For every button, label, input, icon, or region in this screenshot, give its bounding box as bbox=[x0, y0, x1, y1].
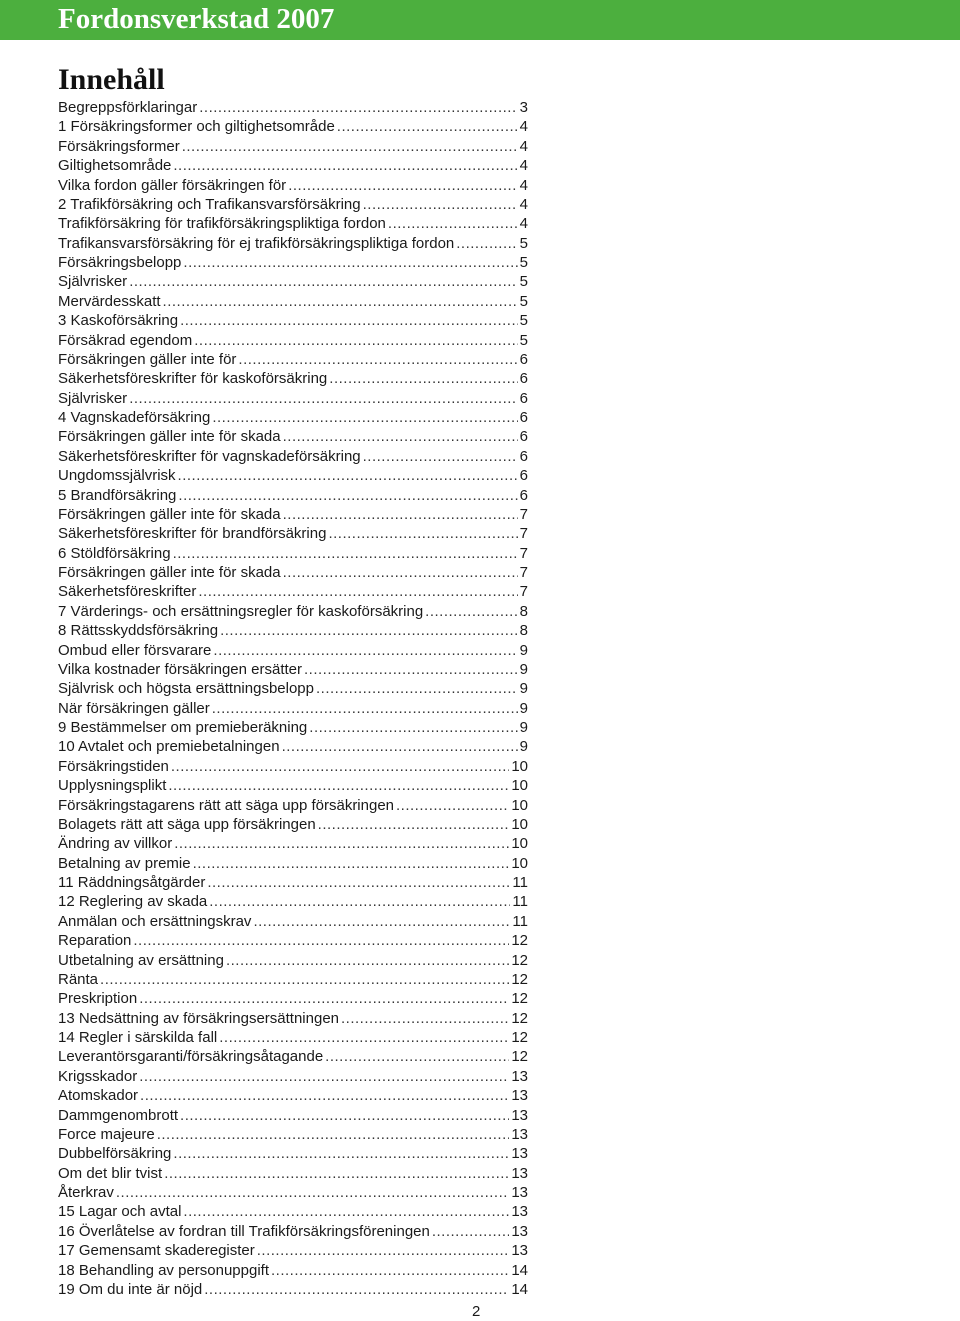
toc-dot-leader bbox=[180, 311, 518, 330]
toc-entry-page: 6 bbox=[519, 350, 528, 368]
toc-entry-page: 5 bbox=[519, 292, 528, 310]
toc-entry-page: 14 bbox=[511, 1280, 528, 1298]
toc-entry-title: 3 Kaskoförsäkring bbox=[58, 312, 179, 330]
toc-entry[interactable] bbox=[58, 776, 528, 795]
toc-entry[interactable] bbox=[58, 970, 528, 989]
toc-entry-title: Självrisker bbox=[58, 273, 128, 291]
toc-entry[interactable] bbox=[58, 912, 528, 931]
toc-dot-leader bbox=[318, 815, 510, 834]
table-of-contents bbox=[58, 98, 528, 1299]
toc-entry-page: 13 bbox=[511, 1222, 528, 1240]
toc-entry[interactable] bbox=[58, 873, 528, 892]
toc-entry-title: Ombud eller försvarare bbox=[58, 641, 212, 659]
toc-entry[interactable] bbox=[58, 834, 528, 853]
toc-entry[interactable] bbox=[58, 641, 528, 660]
toc-entry-page: 10 bbox=[511, 757, 528, 775]
toc-dot-leader bbox=[209, 892, 510, 911]
toc-entry[interactable] bbox=[58, 679, 528, 698]
toc-entry-title: 2 Trafikförsäkring och Trafikansvarsförsäkring bbox=[58, 195, 361, 213]
toc-entry-title: Anmälan och ersättningskrav bbox=[58, 912, 252, 930]
toc-entry-title: Om det blir tvist bbox=[58, 1164, 163, 1182]
toc-dot-leader bbox=[178, 466, 518, 485]
toc-entry-title: Försäkringsformer bbox=[58, 137, 180, 155]
toc-entry-page: 12 bbox=[511, 970, 528, 988]
toc-entry[interactable] bbox=[58, 234, 528, 253]
toc-entry[interactable] bbox=[58, 137, 528, 156]
toc-entry[interactable] bbox=[58, 350, 528, 369]
toc-entry-title: Begreppsförklaringar bbox=[58, 99, 198, 116]
toc-entry[interactable] bbox=[58, 1144, 528, 1163]
toc-entry-page: 8 bbox=[519, 602, 528, 620]
toc-dot-leader bbox=[173, 544, 518, 563]
toc-entry-title: 17 Gemensamt skaderegister bbox=[58, 1242, 255, 1260]
toc-dot-leader bbox=[180, 1106, 509, 1125]
toc-dot-leader bbox=[140, 1086, 509, 1105]
toc-entry-title: Försäkringstagarens rätt att säga upp försäkringen bbox=[58, 796, 395, 814]
header-banner bbox=[0, 0, 960, 40]
toc-entry[interactable] bbox=[58, 176, 528, 195]
toc-dot-leader bbox=[171, 757, 509, 776]
toc-entry-title: Trafikförsäkring för trafikförsäkringspliktiga fordon bbox=[58, 215, 386, 233]
toc-entry-page: 4 bbox=[519, 176, 528, 194]
toc-dot-leader bbox=[212, 408, 517, 427]
toc-dot-leader bbox=[183, 1202, 509, 1221]
toc-entry-title: Säkerhetsföreskrifter för vagnskadeförsäkring bbox=[58, 447, 361, 465]
toc-dot-leader bbox=[329, 369, 517, 388]
toc-entry-title: Försäkringen gäller inte för bbox=[58, 350, 237, 368]
toc-dot-leader bbox=[199, 98, 517, 117]
toc-entry[interactable] bbox=[58, 447, 528, 466]
toc-entry[interactable] bbox=[58, 389, 528, 408]
toc-entry[interactable] bbox=[58, 602, 528, 621]
toc-entry-page: 12 bbox=[511, 1009, 528, 1027]
toc-entry-page: 13 bbox=[511, 1087, 528, 1105]
document-title: Fordonsverkstad 2007 bbox=[58, 3, 335, 35]
toc-dot-leader bbox=[220, 621, 518, 640]
toc-entry-title: 15 Lagar och avtal bbox=[58, 1203, 182, 1221]
toc-dot-leader bbox=[168, 776, 509, 795]
toc-entry[interactable] bbox=[58, 563, 528, 582]
toc-entry-title: Mervärdesskatt bbox=[58, 292, 161, 310]
toc-dot-leader bbox=[100, 970, 509, 989]
toc-entry-title: Bolagets rätt att säga upp försäkringen bbox=[58, 815, 316, 833]
toc-entry-title: Självrisker bbox=[58, 389, 128, 407]
toc-entry[interactable] bbox=[58, 466, 528, 485]
toc-entry-title: Force majeure bbox=[58, 1125, 155, 1143]
toc-entry-title: Självrisk och högsta ersättningsbelopp bbox=[58, 680, 314, 698]
toc-entry-title: Ändring av villkor bbox=[58, 835, 173, 853]
toc-dot-leader bbox=[425, 602, 517, 621]
toc-entry-title: Utbetalning av ersättning bbox=[58, 951, 224, 969]
toc-entry-page: 14 bbox=[511, 1261, 528, 1279]
toc-entry[interactable] bbox=[58, 1183, 528, 1202]
toc-entry-title: Atomskador bbox=[58, 1087, 139, 1105]
toc-entry[interactable] bbox=[58, 1280, 528, 1299]
toc-dot-leader bbox=[325, 1047, 509, 1066]
toc-entry[interactable] bbox=[58, 156, 528, 175]
toc-entry[interactable] bbox=[58, 931, 528, 950]
toc-entry-page: 5 bbox=[519, 254, 528, 271]
toc-entry-page: 13 bbox=[511, 1203, 528, 1221]
toc-dot-leader bbox=[163, 292, 518, 311]
page-heading: Innehåll bbox=[58, 63, 165, 96]
toc-dot-leader bbox=[129, 389, 517, 408]
toc-entry-title: 4 Vagnskadeförsäkring bbox=[58, 409, 211, 426]
toc-entry[interactable] bbox=[58, 989, 528, 1008]
toc-entry-title: Giltighetsområde bbox=[58, 157, 172, 175]
toc-entry[interactable] bbox=[58, 369, 528, 388]
toc-entry-page: 11 bbox=[512, 893, 528, 911]
toc-entry[interactable] bbox=[58, 272, 528, 291]
toc-entry-title: Försäkringen gäller inte för skada bbox=[58, 428, 281, 446]
toc-entry-page: 11 bbox=[512, 912, 528, 930]
toc-dot-leader bbox=[164, 1164, 509, 1183]
toc-entry-title: Säkerhetsföreskrifter för brandförsäkring bbox=[58, 525, 327, 543]
toc-entry[interactable] bbox=[58, 486, 528, 505]
toc-entry[interactable] bbox=[58, 292, 528, 311]
toc-entry[interactable] bbox=[58, 524, 528, 543]
toc-dot-leader bbox=[456, 234, 517, 253]
toc-entry-page: 9 bbox=[519, 719, 528, 736]
toc-entry-page: 13 bbox=[511, 1164, 528, 1182]
toc-entry-page: 13 bbox=[511, 1125, 528, 1143]
toc-dot-leader bbox=[288, 176, 517, 195]
toc-entry[interactable] bbox=[58, 718, 528, 737]
toc-entry[interactable] bbox=[58, 757, 528, 776]
toc-entry-page: 6 bbox=[519, 447, 528, 465]
toc-entry-title: 10 Avtalet och premiebetalningen bbox=[58, 738, 280, 756]
toc-entry-page: 3 bbox=[519, 99, 528, 116]
toc-entry-title: Försäkringsbelopp bbox=[58, 254, 182, 271]
toc-entry[interactable] bbox=[58, 117, 528, 136]
toc-dot-leader bbox=[174, 834, 509, 853]
toc-dot-leader bbox=[173, 156, 517, 175]
toc-dot-leader bbox=[129, 272, 517, 291]
toc-entry-page: 7 bbox=[519, 564, 528, 581]
toc-entry-title: 9 Bestämmelser om premieberäkning bbox=[58, 719, 308, 736]
toc-entry[interactable] bbox=[58, 505, 528, 524]
toc-entry-title: Preskription bbox=[58, 990, 138, 1008]
toc-entry-page: 5 bbox=[519, 312, 528, 330]
toc-entry-title: Försäkringen gäller inte för skada bbox=[58, 564, 281, 581]
toc-entry-title: 7 Värderings- och ersättningsregler för kaskoförsäkring bbox=[58, 602, 424, 620]
toc-entry-page: 12 bbox=[511, 990, 528, 1008]
toc-dot-leader bbox=[116, 1183, 509, 1202]
toc-entry-page: 6 bbox=[519, 409, 528, 426]
toc-dot-leader bbox=[219, 1028, 509, 1047]
toc-dot-leader bbox=[212, 699, 518, 718]
toc-entry[interactable] bbox=[58, 892, 528, 911]
toc-entry-page: 10 bbox=[511, 854, 528, 872]
toc-entry-page: 8 bbox=[519, 622, 528, 640]
toc-dot-leader bbox=[226, 951, 509, 970]
toc-entry-page: 4 bbox=[519, 157, 528, 175]
toc-dot-leader bbox=[304, 660, 518, 679]
toc-entry-title: Säkerhetsföreskrifter bbox=[58, 583, 197, 601]
toc-entry[interactable] bbox=[58, 1047, 528, 1066]
toc-entry[interactable] bbox=[58, 253, 528, 272]
toc-entry-page: 7 bbox=[519, 544, 528, 562]
toc-entry-title: Säkerhetsföreskrifter för kaskoförsäkring bbox=[58, 370, 328, 388]
toc-entry[interactable] bbox=[58, 1009, 528, 1028]
toc-entry[interactable] bbox=[58, 214, 528, 233]
toc-entry-title: Vilka kostnader försäkringen ersätter bbox=[58, 660, 303, 678]
toc-dot-leader bbox=[282, 737, 518, 756]
toc-entry-title: Försäkrad egendom bbox=[58, 331, 193, 349]
toc-entry-page: 11 bbox=[512, 874, 528, 891]
toc-entry-page: 5 bbox=[519, 273, 528, 291]
toc-dot-leader bbox=[363, 447, 518, 466]
toc-entry-title: 19 Om du inte är nöjd bbox=[58, 1280, 203, 1298]
toc-entry-title: Ungdomssjälvrisk bbox=[58, 467, 176, 485]
toc-dot-leader bbox=[157, 1125, 510, 1144]
toc-entry-page: 13 bbox=[511, 1067, 528, 1085]
toc-entry-title: 16 Överlåtelse av fordran till Trafikförsäkringsföreningen bbox=[58, 1222, 430, 1240]
toc-entry[interactable] bbox=[58, 815, 528, 834]
toc-entry-page: 10 bbox=[511, 796, 528, 814]
toc-dot-leader bbox=[257, 1241, 510, 1260]
toc-entry-title: 18 Behandling av personuppgift bbox=[58, 1261, 269, 1279]
toc-dot-leader bbox=[178, 486, 517, 505]
toc-entry-page: 10 bbox=[511, 815, 528, 833]
toc-entry[interactable] bbox=[58, 1241, 528, 1260]
toc-entry[interactable] bbox=[58, 660, 528, 679]
toc-dot-leader bbox=[213, 641, 517, 660]
toc-entry-page: 9 bbox=[519, 699, 528, 717]
toc-entry-page: 12 bbox=[511, 1029, 528, 1046]
toc-entry[interactable] bbox=[58, 544, 528, 563]
toc-entry[interactable] bbox=[58, 1106, 528, 1125]
toc-entry-page: 9 bbox=[519, 680, 528, 698]
toc-entry-page: 6 bbox=[519, 486, 528, 504]
toc-entry-title: Vilka fordon gäller försäkringen för bbox=[58, 176, 287, 194]
toc-entry-page: 4 bbox=[519, 215, 528, 233]
toc-dot-leader bbox=[283, 427, 518, 446]
toc-entry-page: 13 bbox=[511, 1184, 528, 1201]
toc-dot-leader bbox=[328, 524, 517, 543]
toc-entry-title: Försäkringen gäller inte för skada bbox=[58, 505, 281, 523]
toc-entry[interactable] bbox=[58, 699, 528, 718]
toc-entry-page: 7 bbox=[519, 583, 528, 601]
toc-dot-leader bbox=[133, 931, 509, 950]
toc-entry-page: 7 bbox=[519, 505, 528, 523]
toc-dot-leader bbox=[207, 873, 510, 892]
toc-entry[interactable] bbox=[58, 408, 528, 427]
toc-entry[interactable] bbox=[58, 1086, 528, 1105]
toc-dot-leader bbox=[139, 989, 509, 1008]
toc-entry-page: 13 bbox=[511, 1145, 528, 1163]
toc-dot-leader bbox=[253, 912, 510, 931]
toc-dot-leader bbox=[271, 1261, 509, 1280]
toc-entry-title: Återkrav bbox=[58, 1184, 114, 1201]
toc-entry[interactable] bbox=[58, 1164, 528, 1183]
toc-entry-title: När försäkringen gäller bbox=[58, 699, 210, 717]
toc-entry-title: 12 Reglering av skada bbox=[58, 893, 208, 911]
toc-dot-leader bbox=[432, 1222, 509, 1241]
toc-dot-leader bbox=[316, 679, 518, 698]
toc-entry-title: Trafikansvarsförsäkring för ej trafikförsäkringspliktiga fordon bbox=[58, 234, 455, 252]
toc-dot-leader bbox=[139, 1067, 509, 1086]
toc-entry-page: 4 bbox=[519, 195, 528, 213]
toc-entry-page: 10 bbox=[511, 777, 528, 795]
toc-entry-page: 5 bbox=[519, 331, 528, 349]
toc-dot-leader bbox=[388, 214, 518, 233]
toc-entry[interactable] bbox=[58, 1202, 528, 1221]
toc-entry-page: 7 bbox=[519, 525, 528, 543]
toc-entry-page: 12 bbox=[511, 1048, 528, 1066]
toc-entry[interactable] bbox=[58, 311, 528, 330]
toc-entry-title: Försäkringstiden bbox=[58, 757, 169, 775]
toc-dot-leader bbox=[309, 718, 517, 737]
toc-dot-leader bbox=[341, 1009, 509, 1028]
toc-entry[interactable] bbox=[58, 796, 528, 815]
toc-entry-page: 6 bbox=[519, 370, 528, 388]
toc-entry-title: 14 Regler i särskilda fall bbox=[58, 1029, 218, 1046]
toc-entry-title: Ränta bbox=[58, 970, 99, 988]
toc-dot-leader bbox=[396, 796, 509, 815]
toc-entry[interactable] bbox=[58, 1261, 528, 1280]
toc-dot-leader bbox=[198, 582, 517, 601]
toc-entry-page: 6 bbox=[519, 428, 528, 446]
toc-dot-leader bbox=[183, 253, 517, 272]
page-number: 2 bbox=[472, 1303, 481, 1320]
toc-entry[interactable] bbox=[58, 195, 528, 214]
toc-entry-title: 1 Försäkringsformer och giltighetsområde bbox=[58, 118, 335, 136]
toc-dot-leader bbox=[173, 1144, 509, 1163]
toc-entry-title: Dammgenombrott bbox=[58, 1106, 179, 1124]
toc-entry[interactable] bbox=[58, 951, 528, 970]
toc-dot-leader bbox=[283, 505, 518, 524]
toc-entry[interactable] bbox=[58, 854, 528, 873]
toc-dot-leader bbox=[193, 854, 510, 873]
toc-entry-title: Reparation bbox=[58, 932, 132, 950]
toc-entry-title: Upplysningsplikt bbox=[58, 777, 167, 795]
toc-dot-leader bbox=[283, 563, 518, 582]
toc-entry-page: 9 bbox=[519, 641, 528, 659]
toc-dot-leader bbox=[182, 137, 518, 156]
toc-entry[interactable] bbox=[58, 427, 528, 446]
toc-entry-title: Dubbelförsäkring bbox=[58, 1145, 172, 1163]
toc-entry-title: 11 Räddningsåtgärder bbox=[58, 874, 206, 891]
toc-dot-leader bbox=[194, 331, 517, 350]
toc-dot-leader bbox=[337, 117, 518, 136]
toc-entry-title: Leverantörsgaranti/försäkringsåtagande bbox=[58, 1048, 324, 1066]
toc-entry[interactable] bbox=[58, 1125, 528, 1144]
toc-entry-page: 6 bbox=[519, 389, 528, 407]
toc-entry-page: 9 bbox=[519, 738, 528, 756]
toc-entry[interactable] bbox=[58, 331, 528, 350]
toc-entry[interactable] bbox=[58, 1222, 528, 1241]
toc-entry-page: 12 bbox=[511, 951, 528, 969]
toc-entry-page: 4 bbox=[519, 137, 528, 155]
toc-entry-title: 5 Brandförsäkring bbox=[58, 486, 177, 504]
toc-entry-page: 6 bbox=[519, 467, 528, 485]
toc-entry-page: 5 bbox=[519, 234, 528, 252]
toc-entry[interactable] bbox=[58, 621, 528, 640]
toc-entry[interactable] bbox=[58, 737, 528, 756]
toc-entry-title: 13 Nedsättning av försäkringsersättningen bbox=[58, 1009, 340, 1027]
toc-entry[interactable] bbox=[58, 1067, 528, 1086]
toc-dot-leader bbox=[363, 195, 518, 214]
toc-entry-title: Krigsskador bbox=[58, 1067, 138, 1085]
toc-entry-title: 6 Stöldförsäkring bbox=[58, 544, 171, 562]
toc-entry-title: 8 Rättsskyddsförsäkring bbox=[58, 622, 219, 640]
toc-entry-page: 13 bbox=[511, 1242, 528, 1260]
toc-entry-page: 10 bbox=[511, 835, 528, 853]
toc-entry-page: 12 bbox=[511, 932, 528, 950]
toc-entry[interactable] bbox=[58, 582, 528, 601]
toc-entry[interactable] bbox=[58, 1028, 528, 1047]
toc-entry-page: 9 bbox=[519, 660, 528, 678]
toc-entry-page: 13 bbox=[511, 1106, 528, 1124]
toc-entry-page: 4 bbox=[519, 118, 528, 136]
toc-dot-leader bbox=[238, 350, 517, 369]
toc-dot-leader bbox=[204, 1280, 509, 1299]
toc-entry-title: Betalning av premie bbox=[58, 854, 191, 872]
toc-entry[interactable] bbox=[58, 98, 528, 117]
